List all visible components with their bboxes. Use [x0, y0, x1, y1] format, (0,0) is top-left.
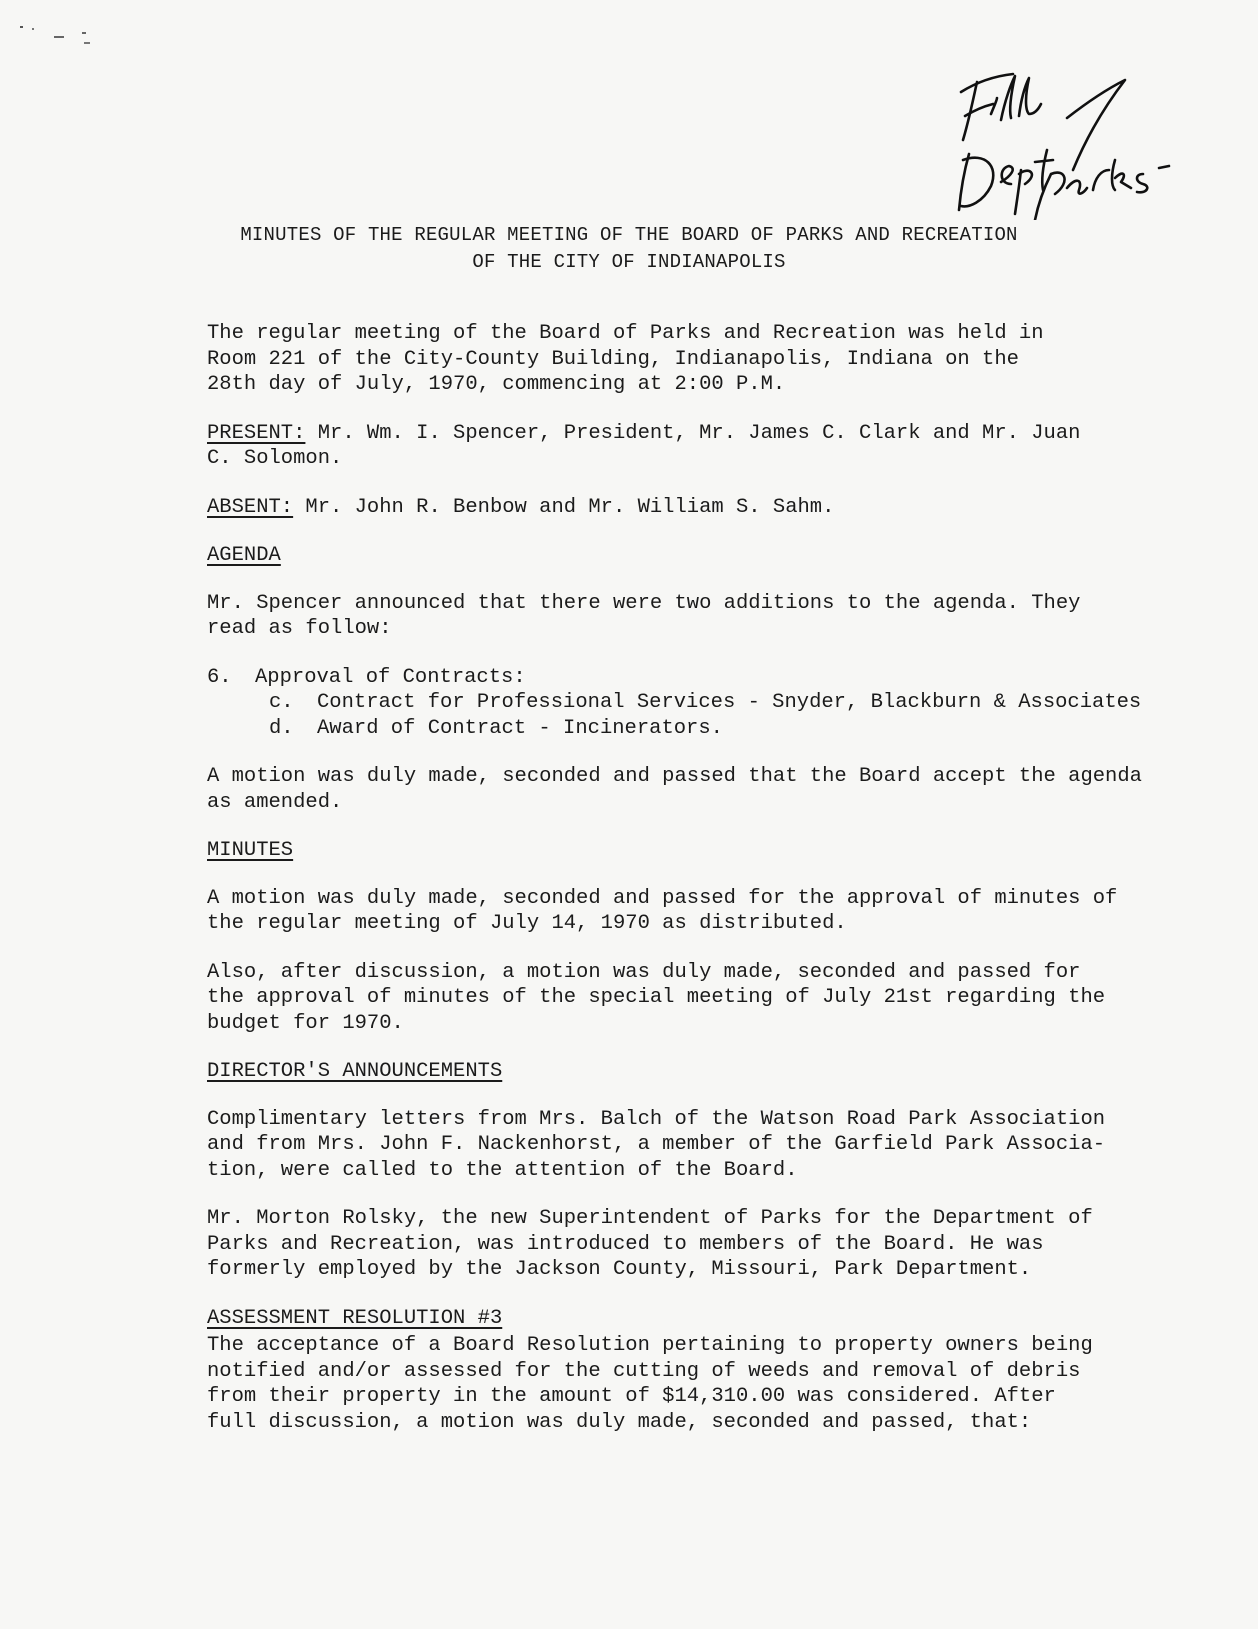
handwritten-signature-note — [955, 70, 1195, 220]
absent-text: Mr. John R. Benbow and Mr. William S. Sahm. — [293, 495, 835, 519]
title-line-1: MINUTES OF THE REGULAR MEETING OF THE BOARD OF PARKS AND RECREATION — [240, 224, 1018, 246]
present-label: PRESENT: — [207, 421, 306, 445]
present-text: Mr. Wm. I. Spencer, President, Mr. James C. Clark and Mr. Juan C. Solomon. — [207, 421, 1081, 470]
agenda-subitem-text: Contract for Professional Services - Snyder, Blackburn & Associates — [317, 691, 1142, 714]
minutes-paragraph-1: A motion was duly made, seconded and passed for the approval of minutes of the regular meeting of July 14, 1970 as distributed. — [207, 886, 1118, 935]
minutes-paragraph-2: Also, after discussion, a motion was duly made, seconded and passed for the approval of minutes of the special meeting of July 21st regarding the budget for 1970. — [207, 960, 1106, 1035]
agenda-motion-paragraph: A motion was duly made, seconded and passed that the Board accept the agenda as amended. — [207, 765, 1142, 814]
agenda-heading: AGENDA — [207, 544, 281, 567]
minutes-heading: MINUTES — [207, 839, 294, 862]
agenda-subitem — [207, 716, 1177, 742]
agenda-item — [207, 665, 1177, 691]
title-line-2: OF THE CITY OF INDIANAPOLIS — [472, 251, 786, 273]
absent-label: ABSENT: — [207, 495, 294, 519]
scan-specks — [18, 22, 98, 52]
agenda-subitem-letter: d. — [269, 716, 294, 740]
agenda-item-number: 6. — [207, 665, 232, 689]
agenda-item-label: Approval of Contracts: — [255, 665, 526, 689]
document-body — [207, 321, 1177, 1458]
agenda-subitem — [207, 690, 1177, 716]
directors-announcements-paragraph-2: Mr. Morton Rolsky, the new Superintendent of Parks for the Department of Parks and Recreation, was introduced to members of the Board. He was formerly employed by the Jackson County, Missouri, Park Department. — [207, 1207, 1093, 1281]
directors-announcements-heading: DIRECTOR'S ANNOUNCEMENTS — [207, 1060, 503, 1083]
document-title — [150, 222, 1108, 276]
intro-paragraph: The regular meeting of the Board of Parks and Recreation was held in Room 221 of the City-County Building, Indianapolis, Indiana on the 28th day of July, 1970, commencing at 2:00 P.M. — [207, 322, 1044, 396]
present-paragraph — [207, 421, 1177, 472]
agenda-subitem-letter: c. — [269, 691, 294, 714]
agenda-paragraph: Mr. Spencer announced that there were two additions to the agenda. They read as follow: — [207, 591, 1081, 640]
directors-announcements-paragraph-1: Complimentary letters from Mrs. Balch of the Watson Road Park Association and from Mrs. John F. Nackenhorst, a member of the Garfield Park Associa- tion, were called to the attention of the Board. — [207, 1107, 1106, 1182]
absent-paragraph — [207, 495, 1177, 521]
assessment-resolution-paragraph: The acceptance of a Board Resolution pertaining to property owners being notified and/or assessed for the cutting of weeds and removal of debris from their property in the amount of $14,310.00 was considered. After full discussion, a motion was duly made, seconded and passed, that: — [207, 1334, 1093, 1434]
agenda-subitem-text: Award of Contract - Incinerators. — [317, 716, 723, 740]
assessment-resolution-heading: ASSESSMENT RESOLUTION #3 — [207, 1306, 503, 1330]
agenda-item-list — [207, 665, 1177, 742]
